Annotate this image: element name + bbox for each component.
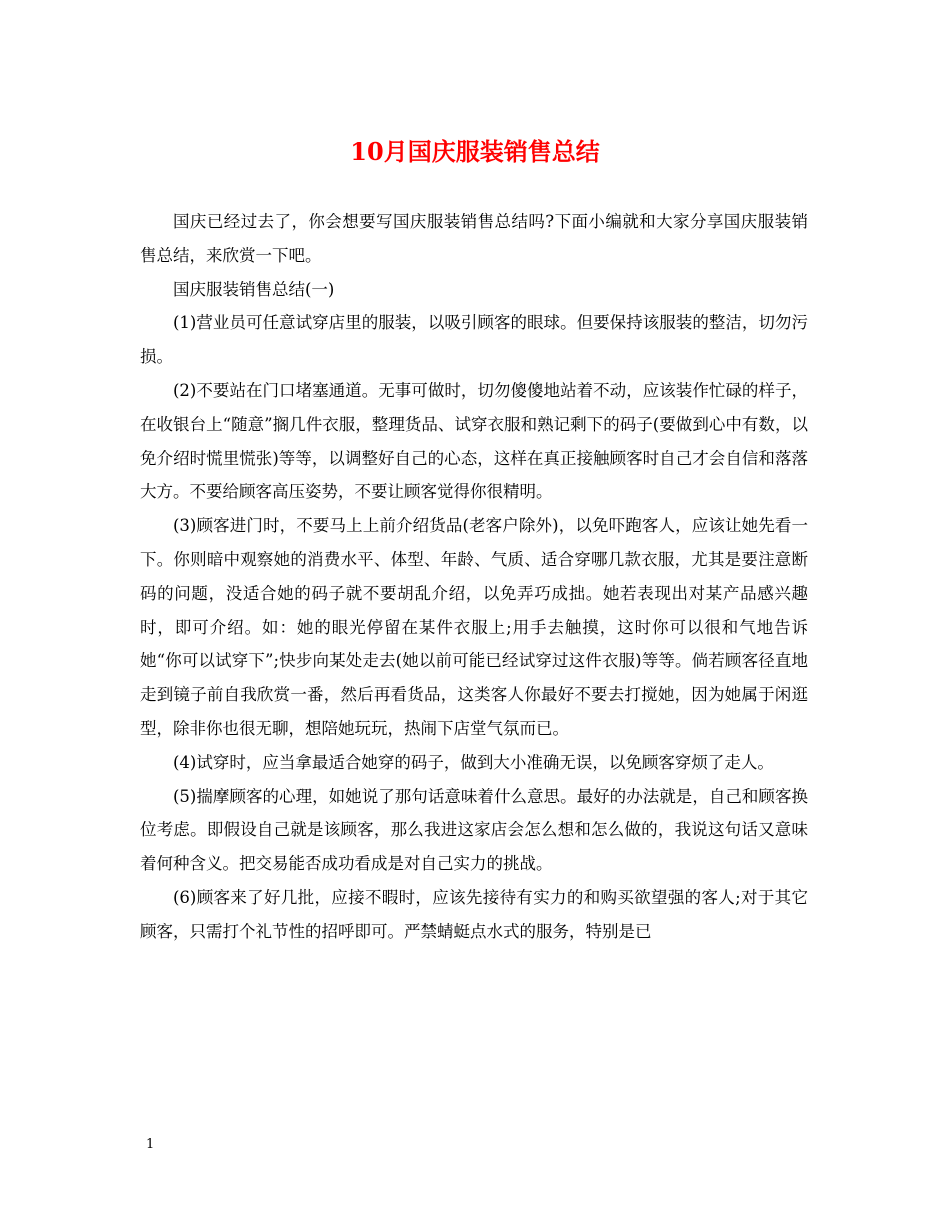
paragraph-item-6: (6)顾客来了好几批，应接不暇时，应该先接待有实力的和购买欲望强的客人;对于其它顾客，只需打个礼节性的招呼即可。严禁蜻蜓点水式的服务，特别是已 bbox=[140, 887, 808, 941]
paragraph-intro: 国庆已经过去了，你会想要写国庆服装销售总结吗?下面小编就和大家分享国庆服装销售总结，来欣赏一下吧。 bbox=[140, 212, 808, 265]
document-body bbox=[140, 205, 808, 949]
page-title: 10月国庆服装销售总结 bbox=[350, 137, 600, 166]
paragraph-item-5: (5)揣摩顾客的心理，如她说了那句话意味着什么意思。最好的办法就是，自己和顾客换位考虑。即假设自己就是该顾客，那么我进这家店会怎么想和怎么做的，我说这句话又意味着何种含义。把交易能否成功看成是对自己实力的挑战。 bbox=[140, 786, 808, 874]
paragraph-item-1: (1)营业员可任意试穿店里的服装，以吸引顾客的眼球。但要保持该服装的整洁，切勿污损。 bbox=[140, 313, 808, 367]
paragraph-item-2: (2)不要站在门口堵塞通道。无事可做时，切勿傻傻地站着不动，应该装作忙碌的样子，在收银台上“随意”搁几件衣服，整理货品、试穿衣服和熟记剩下的码子(要做到心中有数，以免介绍时慌里慌张)等等，以调整好自己的心态，这样在真正接触顾客时自己才会自信和落落大方。不要给顾客高压姿势，不要让顾客觉得你很精明。 bbox=[140, 380, 808, 502]
page-number: 1 bbox=[146, 1137, 155, 1152]
paragraph-item-3: (3)顾客进门时，不要马上上前介绍货品(老客户除外)，以免吓跑客人，应该让她先看一下。你则暗中观察她的消费水平、体型、年龄、气质、适合穿哪几款衣服，尤其是要注意断码的问题，没适合她的码子就不要胡乱介绍，以免弄巧成拙。她若表现出对某产品感兴趣时，即可介绍。如：她的眼光停留在某件衣服上;用手去触摸，这时你可以很和气地告诉她“你可以试穿下”;快步向某处走去(她以前可能已经试穿过这件衣服)等等。倘若顾客径直地走到镜子前自我欣赏一番，然后再看货品，这类客人你最好不要去打搅她，因为她属于闲逛型，除非你也很无聊，想陪她玩玩，热闹下店堂气氛而已。 bbox=[140, 516, 808, 738]
paragraph-item-4: (4)试穿时，应当拿最适合她穿的码子，做到大小准确无误，以免顾客穿烦了走人。 bbox=[173, 752, 774, 772]
section-heading: 国庆服装销售总结(一) bbox=[173, 279, 335, 299]
